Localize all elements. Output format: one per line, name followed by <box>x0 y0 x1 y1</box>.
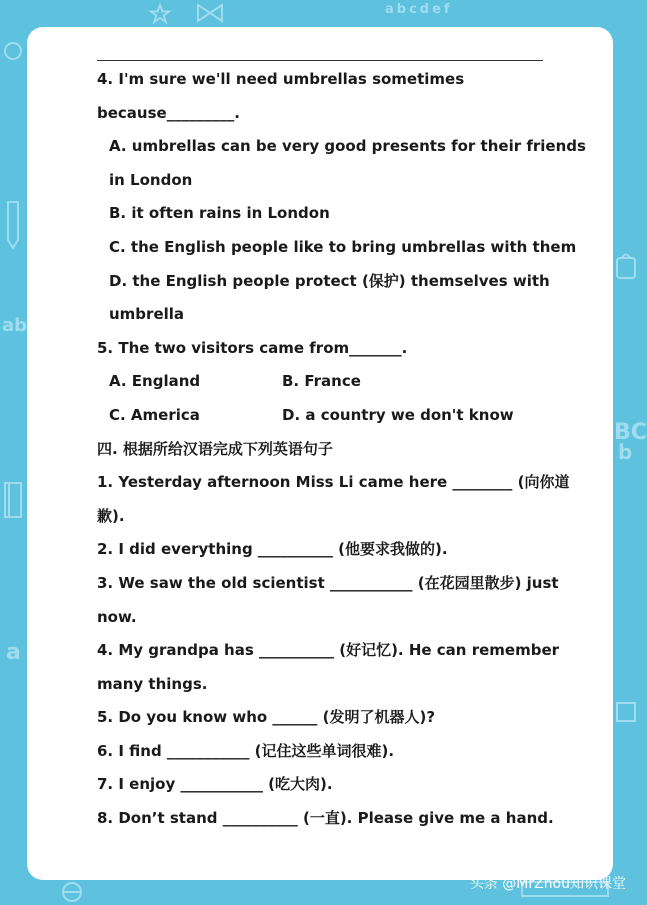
top-rule <box>97 60 543 61</box>
doodle-square-icon <box>614 700 638 724</box>
doodle-bc-text: BC <box>614 420 647 445</box>
doodle-bow-icon <box>195 3 225 23</box>
option-c: C. the English people like to bring umbrellas with them <box>109 237 577 256</box>
sentence-7: 7. I enjoy ___________ (吃大肉). <box>97 775 333 794</box>
doodle-book-icon <box>2 480 24 520</box>
worksheet-card <box>27 27 613 880</box>
doodle-a-text: a <box>6 640 21 665</box>
doodle-globe-icon <box>60 880 84 904</box>
doodle-star-icon <box>150 4 170 24</box>
sentence-5: 5. Do you know who ______ (发明了机器人)? <box>97 708 436 727</box>
sentence-3-cont: now. <box>97 607 137 626</box>
option-d-cont: umbrella <box>109 305 185 324</box>
doodle-pencil-icon <box>2 200 24 250</box>
sentence-6: 6. I find ___________ (记住这些单词很难). <box>97 741 395 760</box>
doodle-abc-text: abcdef <box>385 2 453 17</box>
option-a: A. umbrellas can be very good presents for their friends <box>109 137 586 156</box>
sentence-2: 2. I did everything __________ (他要求我做的). <box>97 540 448 559</box>
options-row-2 <box>97 399 577 433</box>
sentence-1: 1. Yesterday afternoon Miss Li came here ________ (向你道 <box>97 473 570 492</box>
sentence-4: 4. My grandpa has __________ (好记忆). He can remember <box>97 641 560 660</box>
option-d: D. a country we don't know <box>282 405 514 424</box>
doodle-ab-text: ab <box>2 315 28 336</box>
question-4-stem: 4. I'm sure we'll need umbrellas sometimes <box>97 70 465 88</box>
doodle-b-text: b <box>618 440 633 464</box>
sentence-1-cont: 歉). <box>97 506 125 525</box>
sentence-8: 8. Don’t stand __________ (一直). Please give me a hand. <box>97 809 554 828</box>
sentence-3: 3. We saw the old scientist ___________ (在花园里散步) just <box>97 573 559 592</box>
doodle-bag-icon <box>614 250 638 280</box>
sentence-4-cont: many things. <box>97 674 208 693</box>
option-a-cont: in London <box>109 170 193 189</box>
option-d: D. the English people protect (保护) themselves with <box>109 271 550 290</box>
option-b: B. it often rains in London <box>109 204 330 223</box>
option-b: B. France <box>282 372 361 391</box>
question-4-stem-cont: because_________. <box>97 103 240 122</box>
section-4-heading: 四. 根据所给汉语完成下列英语句子 <box>97 439 333 458</box>
doodle-circle-icon <box>2 40 24 62</box>
option-c: C. America <box>109 405 200 424</box>
option-a: A. England <box>109 372 201 391</box>
watermark: 头条 @MrZhou知识课堂 <box>469 876 626 892</box>
worksheet-content <box>97 63 586 836</box>
options-row-1 <box>97 365 577 399</box>
question-5-stem: 5. The two visitors came from_______. <box>97 338 408 357</box>
